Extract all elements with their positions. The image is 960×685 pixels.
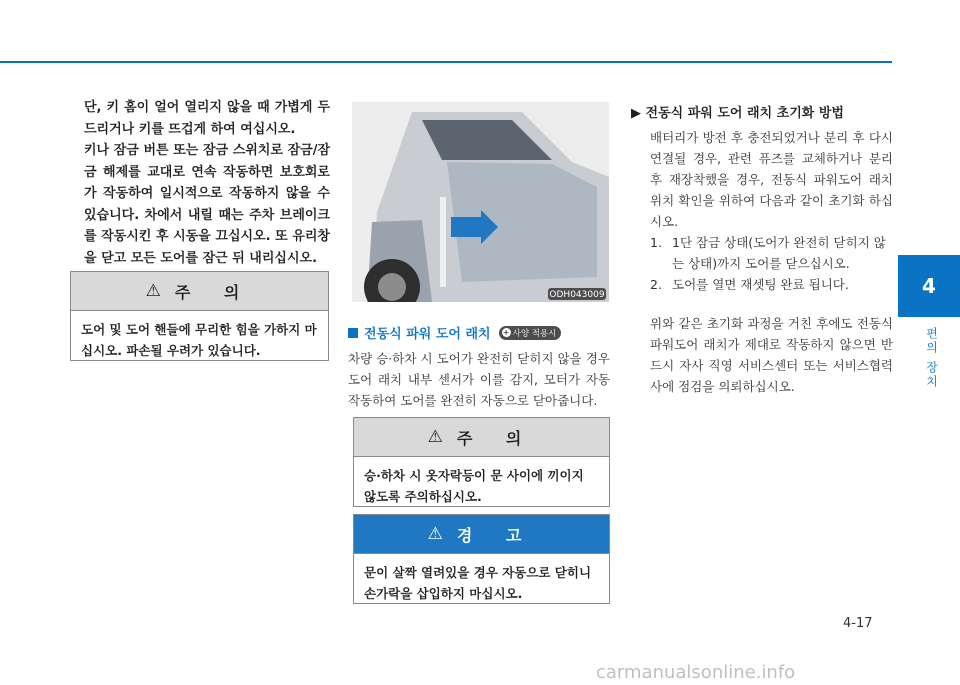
warning-header <box>354 515 609 554</box>
list-number: 2. <box>650 277 662 292</box>
chapter-number: 4 <box>922 274 936 298</box>
watermark: carmanualsonline.info <box>596 662 796 683</box>
right-paragraph-2: 위와 같은 초기화 과정을 거친 후에도 전동식 파워도어 래치가 제대로 작동하지 않으면 반드시 자사 직영 서비스센터 또는 서비스협력사에 점검을 의뢰하십시오. <box>650 316 893 394</box>
warning-triangle-icon: ⚠ <box>145 280 161 301</box>
plus-icon: + <box>502 328 510 337</box>
warning-body: 문이 살짝 열려있을 경우 자동으로 닫히니 손가락을 삽입하지 마십시오. <box>364 565 592 601</box>
list-item <box>650 274 893 295</box>
option-badge <box>499 326 562 340</box>
right-body <box>631 127 893 397</box>
right-paragraph-1: 배터리가 방전 후 충전되었거나 분리 후 다시 연결될 경우, 관련 퓨즈를 교체하거나 분리 후 재장착했을 경우, 전동식 파워도어 래치 위치 확인을 위하여 다음과 같이 초기화 하십시오. <box>650 130 893 229</box>
chapter-tab[interactable] <box>898 255 960 317</box>
warning-box <box>353 514 610 604</box>
warning-triangle-icon: ⚠ <box>427 426 443 447</box>
caution-header <box>71 272 328 311</box>
caution-body: 도어 및 도어 핸들에 무리한 힘을 가하지 마십시오. 파손될 우려가 있습니다. <box>81 322 317 358</box>
list-text: 1단 잠금 상태(도어가 완전히 닫히지 않는 상태)까지 도어를 닫으십시오. <box>672 235 886 271</box>
chapter-label: 편의 장치 <box>904 318 960 398</box>
left-paragraph: 단, 키 홈이 얼어 열리지 않을 때 가볍게 두드리거나 키를 뜨겁게 하여 여십시오. 키나 잠금 버튼 또는 잠금 스위치로 잠금/잠금 해제를 교대로 연속 작동하면 보호회로가 작동하여 일시적으로 작동하지 않을 수 있습니다. 차에서 내릴 때는 주차 브레이크를 작동시킨 후 시동을 끄십시오. 또 유리창을 닫고 모든 도어를 잠근 뒤 내리십시오. <box>84 100 330 266</box>
caution-title: 주 의 <box>174 282 254 302</box>
caution-header <box>354 418 609 457</box>
list-text: 도어를 열면 재셋팅 완료 됩니다. <box>672 277 849 292</box>
caution-box-middle <box>353 417 610 507</box>
section-title-text: 전동식 파워 도어 래치 <box>364 327 491 342</box>
badge-text: 사양 적용시 <box>512 328 557 339</box>
caution-title: 주 의 <box>456 428 536 448</box>
list-number: 1. <box>650 235 662 250</box>
left-column <box>84 97 330 269</box>
caution-box-left <box>70 271 329 361</box>
section-title <box>348 323 610 342</box>
list-item <box>650 232 893 274</box>
image-code: ODH043009 <box>549 290 605 300</box>
warning-title: 경 고 <box>456 525 536 545</box>
header-rule <box>0 61 892 63</box>
middle-paragraph: 차량 승·하차 시 도어가 완전히 닫히지 않을 경우 도어 래치 내부 센서가 이를 감지, 모터가 자동 작동하여 도어를 완전히 자동으로 닫아줍니다. <box>348 351 610 408</box>
door-latch-illustration <box>352 102 609 302</box>
page-number: 4-17 <box>843 616 873 631</box>
caution-body: 승·하차 시 옷자락등이 문 사이에 끼이지 않도록 주의하십시오. <box>364 468 584 504</box>
middle-column <box>348 323 610 411</box>
right-column <box>631 102 893 397</box>
right-heading: ▶ 전동식 파워 도어 래치 초기화 방법 <box>631 106 844 121</box>
square-bullet-icon <box>348 328 358 338</box>
warning-triangle-icon: ⚠ <box>427 523 443 544</box>
